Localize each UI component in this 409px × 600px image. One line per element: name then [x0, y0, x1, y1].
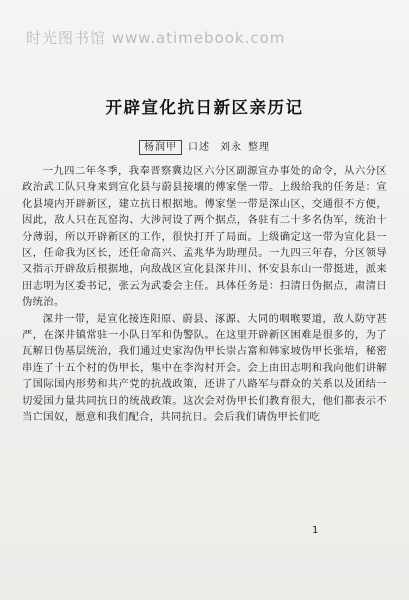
editor-name: 刘永	[220, 142, 242, 153]
page-number: 1	[312, 525, 319, 536]
paragraph: 深井一带，是宣化接连阳原、蔚县、涿源、大同的咽喉要道，敌人防守甚严，在深井镇常驻一小队日军和伪警队。在这里开辟新区困难是很多的，为了瓦解日伪基层统治，我们通过史家沟伪甲长崇占富和韩家坡伪甲长张培，秘密串连了十五个村的伪甲长，集中在李沟村开会。会上由田志明和我向他们讲解了国际国内形势和共产党的抗战政策，还讲了八路军与群众的关系以及团结一切爱国力量共同抗日的统战政策。这次会对伪甲长们教育很大，他们都表示不当亡国奴，愿意和我们配合，共同抗日。会后我们请伪甲长们吃	[22, 312, 387, 424]
article-title: 开辟宣化抗日新区亲历记	[105, 98, 304, 117]
narrate-label: 口述	[188, 142, 210, 153]
paragraph: 一九四二年冬季，我奉晋察冀边区六分区副源宣办事处的命令，从六分区政治武工队只身来到宣化县与蔚县接壤的傅家堡一带。上级给我的任务是：宣化县境内开辟新区，建立抗日根据地。傅家堡一带是深山区，交通很不方便，因此，敌人只在瓦窑沟、大涉河设了两个据点，各驻有二十多名伪军，统治十分薄弱，所以开辟新区的工作，很快打开了局面。上级确定这一带为宣化县一区，任命我为区长，还任命高兴、孟兆华为助理员。一九四三年春，分区领导又指示开辟敌后根据地，向敌战区宣化县深井川、怀安县东山一带挺进，派来田志明为区委书记，张云为武委会主任。具体任务是：扫清日伪据点，肃清日伪统治。	[22, 165, 387, 309]
edit-label: 整理	[248, 142, 270, 153]
article-body	[22, 163, 387, 426]
narrator-name: 杨润甲	[139, 140, 182, 155]
byline	[0, 138, 409, 155]
watermark: 时光图书馆 www.atimebook.com	[26, 29, 286, 47]
